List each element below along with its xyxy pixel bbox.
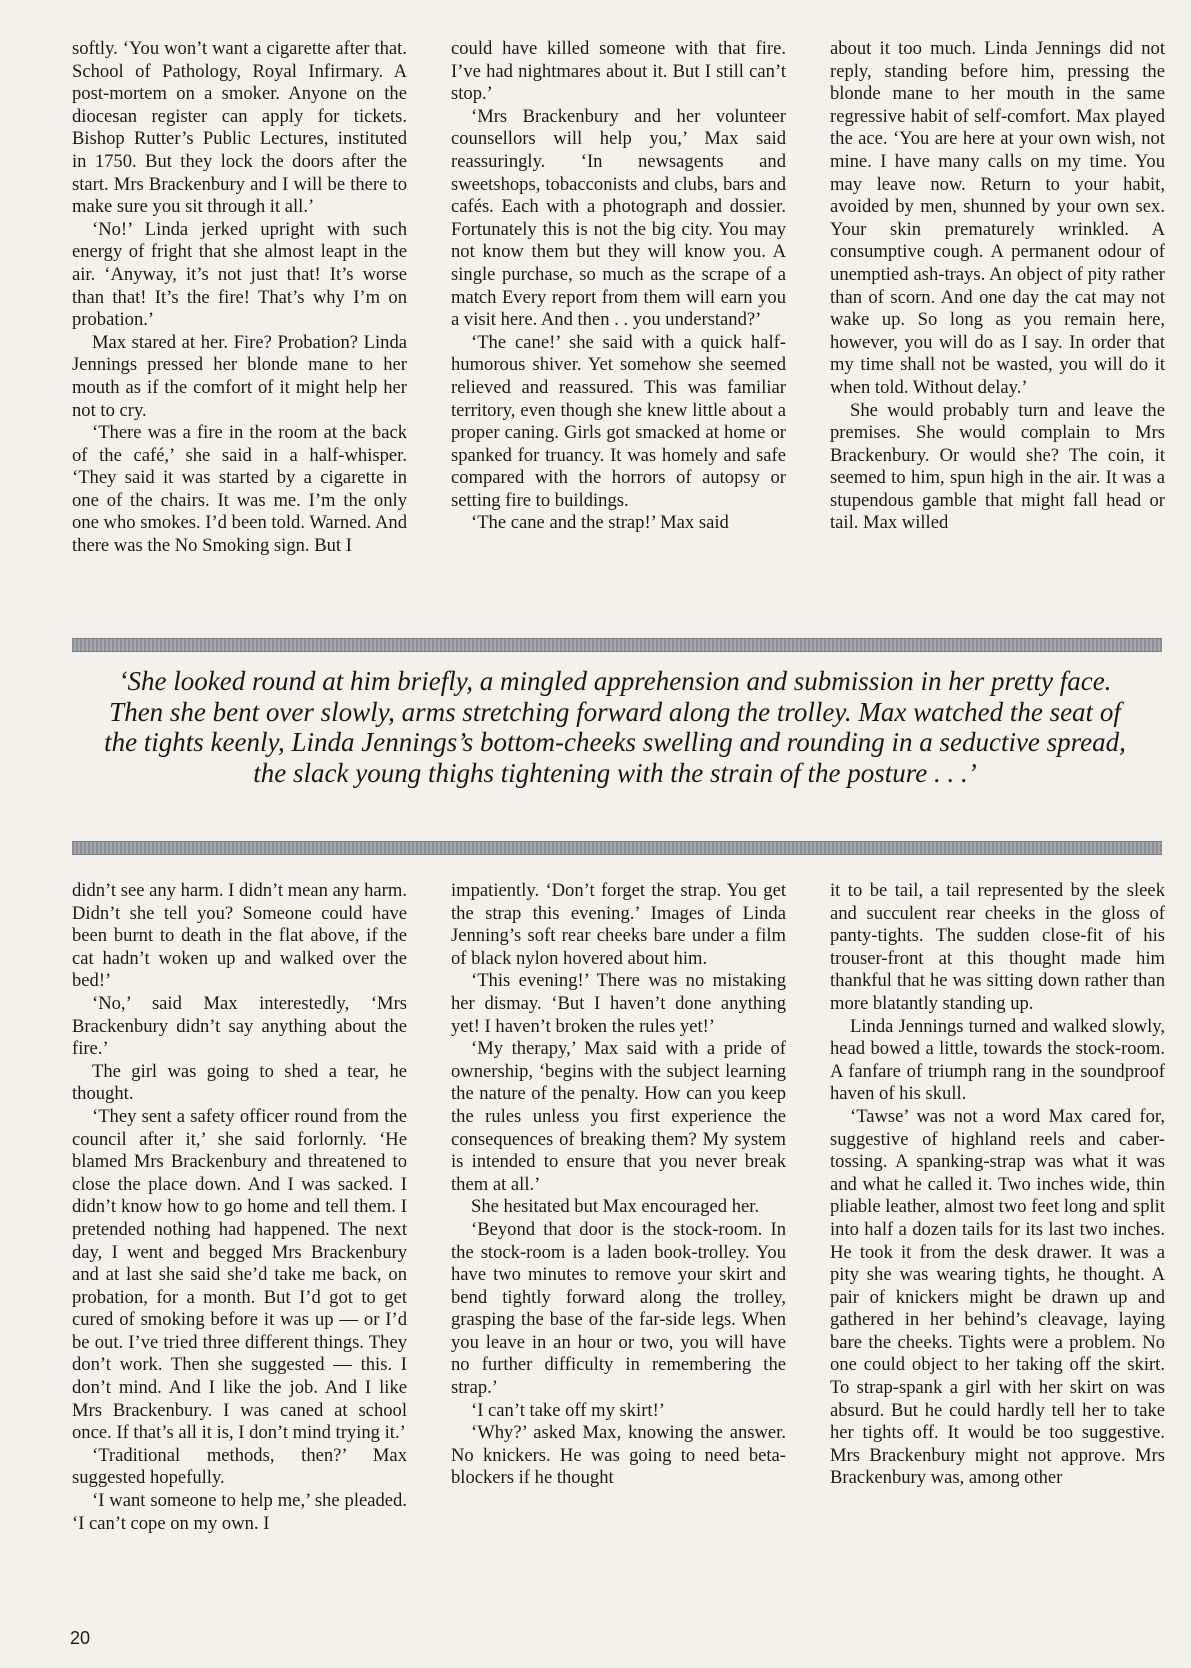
paragraph: ‘I want someone to help me,’ she pleaded. ‘I can’t cope on my own. I (72, 1490, 407, 1534)
paragraph: ‘I can’t take off my skirt!’ (471, 1399, 665, 1421)
paragraph: could have killed someone with that fire. I’ve had nightmares about it. But I still can’t stop.’ (451, 38, 786, 105)
paragraph: The girl was going to shed a tear, he thought. (72, 1060, 407, 1105)
page-number: 20 (70, 1628, 91, 1648)
column-top-2 (451, 38, 786, 612)
bottom-text-columns (72, 880, 1165, 1616)
paragraph: She hesitated but Max encouraged her. (471, 1196, 760, 1218)
paragraph: ‘This evening!’ There was no mistaking her dismay. ‘But I haven’t done anything yet! I haven’t broken the rules yet!’ (451, 970, 786, 1037)
paragraph: ‘No!’ Linda jerked upright with such energy of fright that she almost leapt in the air. ‘Anyway, it’s not just that! It’s worse than that! It’s the fire! That’s why I’m on probation.’ (72, 218, 407, 331)
paragraph: Linda Jennings turned and walked slowly, head bowed a little, towards the stock-room. A fanfare of triumph rang in the soundproof haven of his skull. (830, 1015, 1165, 1105)
paragraph: about it too much. Linda Jennings did not reply, standing before him, pressing the blonde mane to her mouth in the same regressive habit of self-comfort. Max played the ace. ‘You are here at your own wish, not mine. I have many calls on my time. You may leave now. Return to your habit, avoided by men, shunned by your own sex. Your skin prematurely wrinkled. A consumptive cough. A permanent odour of unemptied ash-trays. An object of pity rather than of scorn. And one day the cat may not wake up. So long as you remain here, however, you will do as I say. In order that my time shall not be wasted, you will do it when told. Without delay.’ (830, 38, 1165, 398)
top-text-columns (72, 38, 1165, 612)
column-top-1 (72, 38, 407, 612)
column-bottom-3 (830, 880, 1165, 1616)
paragraph: ‘No,’ said Max interestedly, ‘Mrs Brackenbury didn’t say anything about the fire.’ (72, 992, 407, 1060)
paragraph: Max stared at her. Fire? Probation? Linda Jennings pressed her blonde mane to her mouth as if the comfort of it might help her not to cry. (72, 331, 407, 421)
column-bottom-1 (72, 880, 407, 1616)
pullquote: ‘She looked round at him briefly, a mingled apprehension and submission in her pretty face. Then she bent over slowly, arms stretching forward along the trolley. Max watched the seat of the tights keenly, Linda Jennings’s bottom-cheeks swelling and rounding in a seductive spread, the slack young thighs tightening with the strain of the posture . . .’ (104, 666, 1126, 788)
paragraph: ‘Why?’ asked Max, knowing the answer. No knickers. He was going to need beta-blockers if he thought (451, 1422, 786, 1489)
paragraph: ‘Tawse’ was not a word Max cared for, suggestive of highland reels and caber-tossing. A spanking-strap was what it was and what he called it. Two inches wide, thin pliable leather, almost two feet long and split into half a dozen tails for its last two inches. He took it from the desk drawer. It was a pity she was wearing tights, he thought. A pair of knickers might be drawn up and gathered in her behind’s cleavage, laying bare the cheeks. Tights were a problem. No one could object to her taking off the skirt. To strap-spank a girl with her skirt on was absurd. But he could hardly tell her to take her tights off. It would be too suggestive. Mrs Brackenbury might not approve. Mrs Brackenbury was, among other (830, 1105, 1165, 1489)
paragraph: impatiently. ‘Don’t forget the strap. You get the strap this evening.’ Images of Linda Jenning’s soft rear cheeks bare under a film of black nylon hovered about him. (451, 880, 786, 969)
paragraph: ‘The cane!’ she said with a quick half-humorous shiver. Yet somehow she seemed relieved and reassured. This was familiar territory, even though she knew little about a proper caning. Girls got smacked at home or spanked for truancy. It was homely and safe compared with the horrors of autopsy or setting fire to buildings. (451, 331, 786, 511)
paragraph: didn’t see any harm. I didn’t mean any harm. Didn’t she tell you? Someone could have been burnt to death in the flat above, if the cat hadn’t woken up and walked over the bed!’ (72, 880, 407, 992)
pullquote-rule-bottom (72, 841, 1162, 855)
paragraph: ‘The cane and the strap!’ Max said (471, 512, 729, 534)
paragraph: She would probably turn and leave the premises. She would complain to Mrs Brackenbury. Or would she? The coin, it seemed to him, spun high in the air. It was a stupendous gamble that might fall head or tail. Max willed (830, 399, 1165, 534)
paragraph: ‘Traditional methods, then?’ Max suggested hopefully. (72, 1444, 407, 1489)
paragraph: ‘My therapy,’ Max said with a pride of ownership, ‘begins with the subject learning the nature of the penalty. How can you keep the rules unless you first experience the consequences of breaking them? My system is intended to ensure that you never break them at all.’ (451, 1038, 786, 1195)
paragraph: softly. ‘You won’t want a cigarette after that. School of Pathology, Royal Infirmary. A post-mortem on a smoker. Anyone on the diocesan register can apply for tickets. Bishop Rutter’s Public Lectures, instituted in 1750. But they lock the doors after the start. Mrs Brackenbury and I will be there to make sure you sit through it all.’ (72, 38, 407, 218)
paragraph: ‘They sent a safety officer round from the council after it,’ she said forlornly. ‘He blamed Mrs Brackenbury and threatened to close the place down. And I was sacked. I didn’t know how to go home and tell them. I pretended nothing had happened. The next day, I went and begged Mrs Brackenbury and at last she said she’d take me back, on probation, for a month. But I’d got to get cured of smoking before it was up — or I’d be out. I’ve tried three different things. They don’t work. Then she suggested — this. I don’t mind. And I like the job. And I like Mrs Brackenbury. I was caned at school once. If that’s all it is, I don’t mind trying it.’ (72, 1105, 407, 1444)
paragraph: ‘Mrs Brackenbury and her volunteer counsellors will help you,’ Max said reassuringly. ‘In newsagents and sweetshops, tobacconists and clubs, bars and cafés. Each with a photograph and dossier. Fortunately this is not the big city. You may not know them but they will know you. A single purchase, so much as the scrape of a match Every report from them will earn you a visit here. And then . . you understand?’ (451, 105, 786, 331)
paragraph: ‘Beyond that door is the stock-room. In the stock-room is a laden book-trolley. You have two minutes to remove your skirt and bend tightly forward along the trolley, grasping the base of the far-side legs. When you leave in an hour or two, you will have no further difficulty in remembering the strap.’ (451, 1218, 786, 1399)
column-bottom-2 (451, 880, 786, 1616)
paragraph: it to be tail, a tail represented by the sleek and succulent rear cheeks in the gloss of panty-tights. The sudden close-fit of his trouser-front at this thought made him thankful that he was sitting down rather than more blatantly standing up. (830, 880, 1165, 1014)
column-top-3 (830, 38, 1165, 612)
pullquote-rule-top (72, 638, 1162, 652)
paragraph: ‘There was a fire in the room at the back of the café,’ she said in a half-whisper. ‘They said it was started by a cigarette in one of the chairs. It was me. I’m the only one who smokes. I’d been told. Warned. And there was the No Smoking sign. But I (72, 422, 407, 557)
